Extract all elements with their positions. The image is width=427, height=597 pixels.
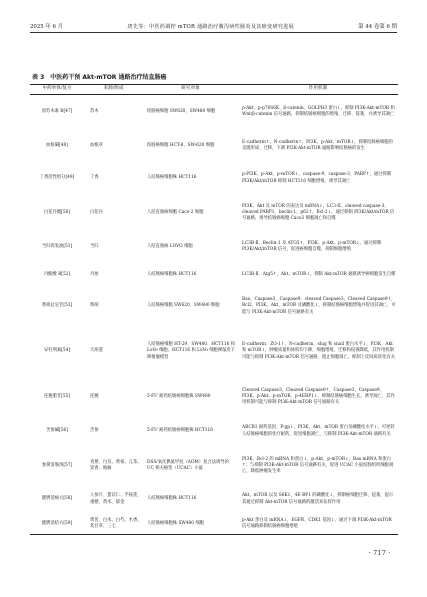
cell-mechanism: Cleaved Caspase3、Cleaved Caspase9↑，Caspase3、Caspase9、PI3K、p-Akt、p-mTOR、p-4EBP1↓，抑制结肠癌细胞生长，诱导凋亡，其作用机制可能与抑制 PI3K-Akt-mTOR 信号通路有关 bbox=[242, 387, 395, 406]
cell-mechanism: p-PI3K、p-Akt、p-mTOR↓，caspase-9、caspase-3、PARP↑，通过抑制 PI3K/Akt/mTOR 抑制 HCT116 细胞增殖、诱导其凋亡 bbox=[242, 172, 392, 184]
table-row bbox=[30, 194, 398, 233]
table-row bbox=[30, 233, 398, 262]
cell-name: 当归挥发油[51] bbox=[41, 243, 73, 249]
cell-name: 异牡荆素[54] bbox=[43, 348, 70, 354]
cell-mechanism: LC3B-Ⅱ、Beclin-1 及 ATG5↑，PI3K、p-Akt、p-mTOR↓，通过抑制 PI3K/Akt/mTOR 信号，促进癌细胞自噬，抑制细胞增殖 bbox=[242, 240, 382, 252]
cell-source: 人参片、薏苡仁、半枝莲、重楼、黄术、郁金 bbox=[90, 493, 142, 505]
cell-name: 血根碱[48] bbox=[46, 142, 68, 148]
cell-mechanism: ABCB1 耐药基因、P-gp↓，PI3K、Akt、mTOR 蛋白及磷酸化水平↓，可逆转人结肠癌细胞的化疗耐药，促进细胞凋亡，与抑制 PI3K-Akt-mTOR 通路有关 bbox=[242, 425, 395, 437]
cell-mechanism: p-Akt 蛋白及 mRNA↓，EGFR、CDK1 基因↓，通过下调 PI3K-Akt-mTOR 信号通路抑制结肠癌细胞增殖 bbox=[238, 515, 398, 535]
cell-object: 人结直肠癌细胞 Caco-2 细胞 bbox=[147, 209, 204, 215]
cell-object: 人结肠癌细胞株 SW480 细胞 bbox=[143, 515, 238, 535]
cell-name: 连翘脂苷[55] bbox=[43, 393, 70, 399]
cell-source: 白花丹 bbox=[90, 209, 103, 215]
cell-object: 人结肠癌细胞 HT-29、SW480、HCT116 和 LoVo 细胞、HCT116 和 LoVo 细胞裸鼠皮下移植瘤模型 bbox=[147, 342, 236, 360]
header-volume: 第 44 卷第 6 期 bbox=[358, 24, 397, 30]
cell-source: 黄芪、白术、白芍、木香、炙甘草、三七 bbox=[84, 515, 143, 535]
cell-object: DSS/氧化偶氮甲烷（AOM）复合法诱导的 UC 相关癌变（UCAC）小鼠 bbox=[147, 459, 229, 471]
cell-mechanism: p-Akt、p-p70S6K、β-catenin、GOLPH3 蛋白↓，抑制 PI3K-Akt-mTOR 和 Wnt/β-catenin 信号通路，抑制结肠癌细胞的增殖、迁移、侵袭，并诱导其凋亡 bbox=[242, 105, 395, 117]
cell-name: 白花丹醌[50] bbox=[43, 209, 70, 215]
table-row bbox=[30, 95, 398, 129]
running-header bbox=[30, 16, 397, 33]
table-title: 中医药干预 Akt-mTOR 通路治疗结直肠癌 bbox=[50, 74, 167, 81]
cell-name: 苦参碱[56] bbox=[46, 428, 68, 434]
table-caption bbox=[32, 72, 173, 81]
cell-name: 原苏木素 B[47] bbox=[41, 108, 73, 114]
page-number: · 717 · bbox=[368, 550, 391, 557]
col-header-source: 来源/组成 bbox=[84, 85, 143, 95]
cell-mechanism: PI3K、Akt 及 mTOR 的表达及 mRNA↓，LC3-II、cleaved caspase-3、cleaved PARP1、beclin-1、p62↑，Bcl-2↓，通过抑制 PI3K/Akt/mTOR 信号通路，诱导结肠癌细胞 Caco2 细胞凋亡和自噬 bbox=[242, 203, 395, 222]
table-row bbox=[30, 515, 398, 535]
cell-source: 丁香 bbox=[90, 175, 99, 181]
cell-object: 5-FU 耐药结肠癌细胞株 HCT116 bbox=[147, 428, 213, 434]
cell-mechanism: LC3B-Ⅱ、Atg5↑，Akt、mTOR↓，抑制 Akt-mTOR 通路诱导癌细胞发生自噬 bbox=[242, 271, 396, 277]
cell-name: 柴胡总皂苷[53] bbox=[41, 303, 73, 309]
table-row bbox=[30, 448, 398, 485]
table-row bbox=[30, 485, 398, 515]
col-header-mechanism: 作用机制 bbox=[238, 85, 398, 95]
cell-source: 丹参 bbox=[90, 271, 99, 277]
cell-name: 参黛清肠汤[57] bbox=[41, 462, 73, 468]
table-body bbox=[30, 95, 398, 535]
cell-source: 柴胡 bbox=[90, 303, 99, 309]
cell-object: 人结直肠癌 LOVO 细胞 bbox=[147, 243, 193, 249]
table-row bbox=[30, 289, 398, 325]
cell-source: 苏木 bbox=[90, 108, 99, 114]
cell-mechanism: Akt、mTOR 以及 S6K1、4E-BP1 的磷酸化↓，抑制癌细胞迁移、侵袭，提示其通过抑制 Akt-mTOR 信号通路的激活来发挥作用 bbox=[242, 493, 394, 505]
cell-mechanism: E-cadherin、ZO-1↑，N-cadherin、slug 和 snail 蛋白水平↓，PI3K、Akt 和 mTOR↓，肿瘤质量和体积均下降，细胞增殖、迁移和侵袭降低，其作用机制可能与抑制 PI3K-Akt-mTOR 信号通路，阻止细胞凋亡，抑制上皮间质转化有关 bbox=[242, 342, 396, 360]
cell-source: 青黛、白及、黄柏、儿茶、炭香、地榆 bbox=[90, 459, 142, 471]
cell-source: 苦参 bbox=[90, 428, 99, 434]
cell-name: 健脾消癌方[58] bbox=[41, 496, 73, 502]
cell-name: 丹酚酸 B[52] bbox=[43, 271, 71, 277]
cell-object: 人结肠癌细胞株 HCT116 bbox=[147, 496, 197, 502]
table-row bbox=[30, 325, 398, 379]
table-row bbox=[30, 262, 398, 289]
cell-mechanism: PI3K、Bcl-2 的 mRNA 和蛋白↓，p-Akt、p-mTOR↓，Bax mRNA 和蛋白↑；与抑制 PI3K-Akt-mTOR 信号通路有关，促进 UCAC 小鼠结肠组织细胞凋亡，降低肿瘤发生率 bbox=[242, 456, 394, 475]
cell-mechanism: E-cadherin↑，N-cadherin↑，PI3K、p-Akt、mTOR↓，抑制结肠癌细胞的克隆形成、迁移，下调 PI3K-Akt-mTOR 通路影响结肠癌的发生 bbox=[242, 139, 393, 151]
header-title: 唐先等：中医药调控 mTOR 通路治疗腹泻病性肠炎及其癌变研究进展 bbox=[127, 24, 294, 30]
table-row bbox=[30, 379, 398, 416]
cell-object: 5-FU 耐药结肠癌细胞株 SW480 bbox=[147, 393, 211, 399]
cell-source: 当归 bbox=[90, 243, 99, 249]
cell-object: 人结肠癌细胞株 HCT116 bbox=[147, 175, 197, 181]
table-row bbox=[30, 416, 398, 448]
cell-name: 丁香活性组分[49] bbox=[39, 175, 75, 181]
col-header-object: 研究对象 bbox=[143, 85, 238, 95]
cell-mechanism: Bax、Caspase3、Caspase9、cleaved Caspase3、Cleaved Caspase9↑，Bcl2、PI3K、Akt、mTOR 及磷酸化↓，抑制结肠癌细胞增殖并促进其凋亡，可能与 PI3K-Akt-mTOR 信号通路有关 bbox=[242, 297, 396, 315]
cell-object: 人结肠癌细胞株 HCT116 bbox=[147, 271, 197, 277]
cell-object: 人结肠癌细胞 SW620、SW480 细胞 bbox=[147, 303, 220, 309]
cell-source: 天胡荽 bbox=[90, 348, 103, 354]
table-header-row bbox=[30, 85, 398, 95]
cell-object: 结肠癌细胞 SW620、SW480 细胞 bbox=[147, 108, 216, 114]
cell-name: 健脾消结方[59] bbox=[30, 515, 84, 535]
cell-source: 连翘 bbox=[90, 393, 99, 399]
table-label: 表 3 bbox=[32, 74, 45, 81]
cell-source: 血根草 bbox=[90, 142, 103, 148]
table-row bbox=[30, 164, 398, 194]
col-header-name: 中药单体/复方 bbox=[30, 85, 84, 95]
header-date: 2025 年 6 月 bbox=[30, 24, 64, 30]
table-row bbox=[30, 129, 398, 164]
cell-object: 结肠癌细胞 HCT-8、SW-620 细胞 bbox=[147, 142, 215, 148]
data-table bbox=[30, 84, 398, 535]
